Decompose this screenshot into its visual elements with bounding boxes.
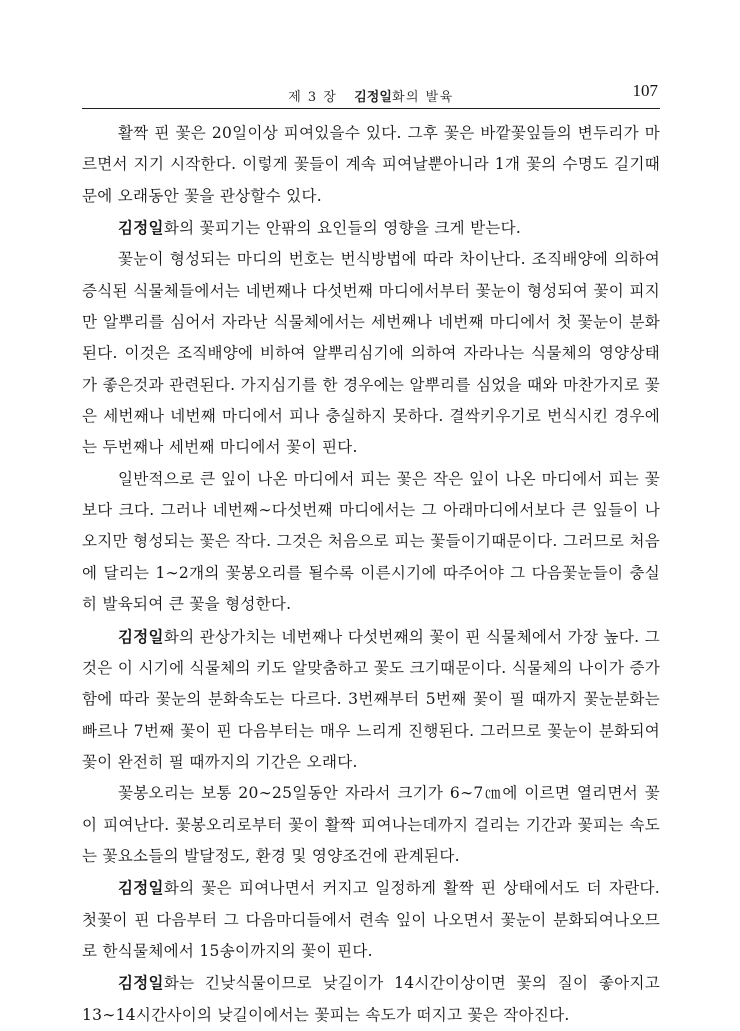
flower-name: 김정일 [118, 626, 164, 646]
paragraph-text: 꽃봉오리는 보통 20∼25일동안 자라서 크기가 6∼7㎝에 이르면 열리면서 꽃이 피여난다. 꽃봉오리로부터 꽃이 활짝 피여나는데까지 걸리는 기간과 꽃피는 속도는 꽃요소들의 발달정도, 환경 및 영양조건에 관계된다. [82, 784, 660, 865]
paragraph-text: 화는 긴낮식물이므로 낮길이가 14시간이상이면 꽃의 질이 좋아지고 13∼14시간사이의 낮길이에서는 꽃피는 속도가 떠지고 꽃은 작아진다. [82, 974, 660, 1024]
flower-name: 김정일 [118, 973, 164, 993]
paragraph-7 [82, 872, 660, 967]
paragraph-6 [82, 778, 660, 872]
paragraph-1 [82, 118, 660, 212]
paragraph-4 [82, 464, 660, 621]
flower-name: 김정일 [118, 218, 164, 238]
flower-name: 김정일 [118, 878, 164, 898]
title-rest: 화의 발육 [391, 90, 454, 105]
running-header [82, 80, 660, 109]
paragraph-text: 활짝 핀 꽃은 20일이상 피여있을수 있다. 그후 꽃은 바깥꽃잎들의 변두리가 마르면서 지기 시작한다. 이렇게 꽃들이 계속 피여날뿐아니라 1개 꽃의 수명도 길기때문에 오래동안 꽃을 관상할수 있다. [82, 124, 660, 205]
paragraph-5 [82, 621, 660, 779]
paragraph-8 [82, 967, 660, 1031]
running-title [82, 86, 660, 105]
chapter-label: 제 3 장 [288, 90, 338, 105]
paragraph-2 [82, 212, 660, 244]
paragraph-text: 화의 꽃은 피여나면서 커지고 일정하게 활짝 핀 상태에서도 더 자란다. 첫꽃이 핀 다음부터 그 다음마디들에서 련속 잎이 나오면서 꽃눈이 분화되여나오므로 한식물체에서 15송이까지의 꽃이 핀다. [82, 879, 660, 960]
paragraph-text: 화의 꽃피기는 안팎의 요인들의 영향을 크게 받는다. [163, 219, 522, 238]
title-name: 김정일 [354, 90, 392, 105]
paragraph-text: 꽃눈이 형성되는 마디의 번호는 번식방법에 따라 차이난다. 조직배양에 의하여 증식된 식물체들에서는 네번째나 다섯번째 마디에서부터 꽃눈이 형성되여 꽃이 피지만 알뿌리를 심어서 자라난 식물체에서는 세번째나 네번째 마디에서 첫 꽃눈이 분화된다. 이것은 조직배양에 비하여 알뿌리심기에 의하여 자라나는 식물체의 영양상태가 좋은것과 관련된다. 가지심기를 한 경우에는 알뿌리를 심었을 때와 마찬가지로 꽃은 세번째나 네번째 마디에서 피나 충실하지 못하다. 결싹키우기로 번식시킨 경우에는 두번째나 세번째 마디에서 꽃이 핀다. [82, 250, 660, 457]
paragraph-text: 화의 관상가치는 네번째나 다섯번째의 꽃이 핀 식물체에서 가장 높다. 그것은 이 시기에 식물체의 키도 알맞춤하고 꽃도 크기때문이다. 식물체의 나이가 증가함에 따라 꽃눈의 분화속도는 다르다. 3번째부터 5번째 꽃이 필 때까지 꽃눈분화는 빠르나 7번째 꽃이 핀 다음부터는 매우 느리게 진행된다. 그러므로 꽃눈이 분화되여 꽃이 완전히 필 때까지의 기간은 오래다. [82, 627, 660, 771]
paragraph-text: 일반적으로 큰 잎이 나온 마디에서 피는 꽃은 작은 잎이 나온 마디에서 피는 꽃보다 크다. 그러나 네번째∼다섯번째 마디에서는 그 아래마디에서보다 큰 잎들이 나오지만 형성되는 꽃은 작다. 그것은 처음으로 피는 꽃들이기때문이다. 그러므로 처음에 달리는 1∼2개의 꽃봉오리를 될수록 이른시기에 따주어야 그 다음꽃눈들이 충실히 발육되여 큰 꽃을 형성한다. [82, 469, 660, 614]
paragraph-3 [82, 244, 660, 463]
body-text [82, 118, 660, 1031]
page-number: 107 [632, 81, 658, 100]
